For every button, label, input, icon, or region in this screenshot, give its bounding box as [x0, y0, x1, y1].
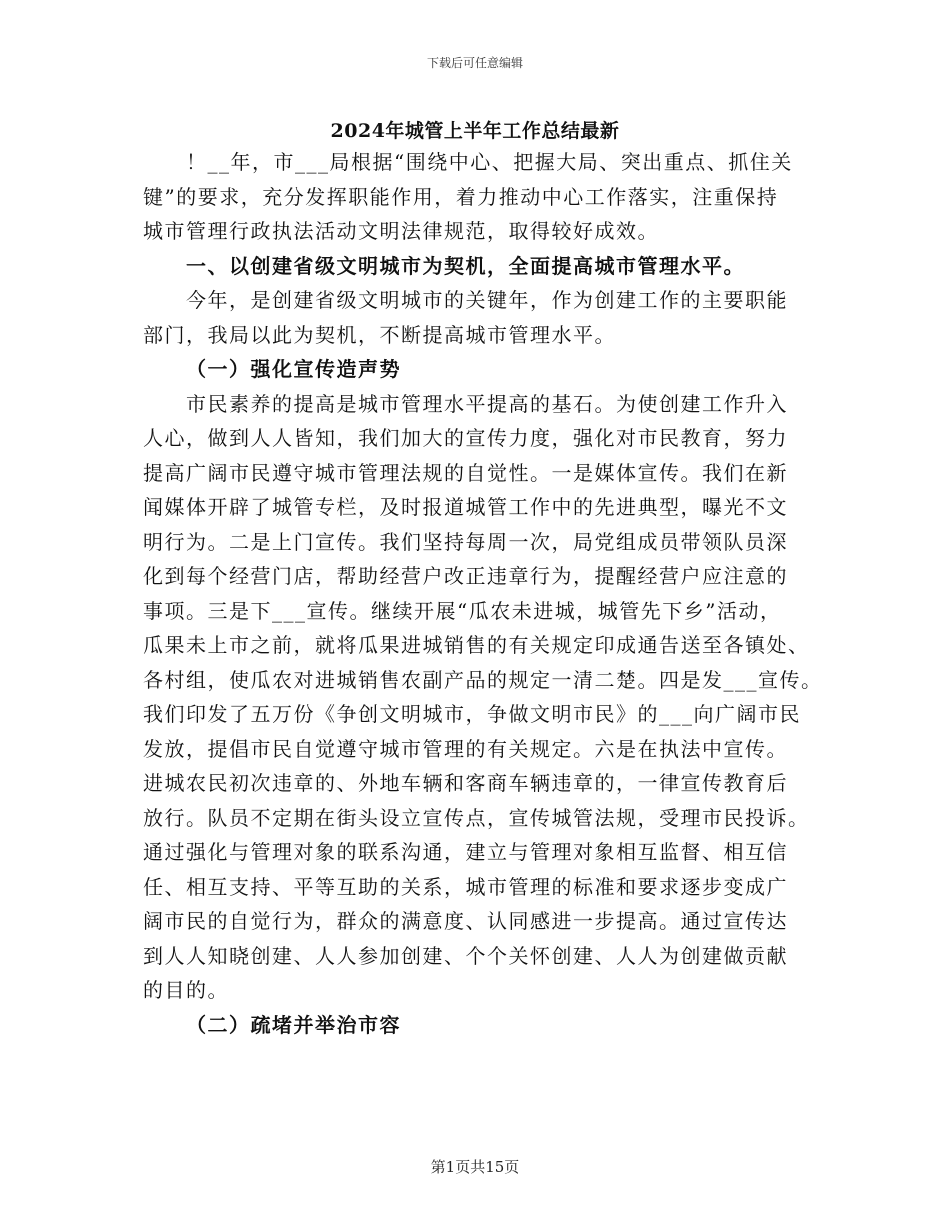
paragraph-line: 我们印发了五万份《争创文明城市，争做文明市民》的___向广阔市民 [143, 702, 801, 726]
section-heading: （一）强化宣传造声势 [186, 357, 401, 381]
paragraph-line: 进城农民初次违章的、外地车辆和客商车辆违章的，一律宣传教育后 [143, 771, 788, 795]
paragraph-line: 到人人知晓创建、人人参加创建、个个关怀创建、人人为创建做贡献 [143, 943, 788, 968]
paragraph-line: ！__年，市___局根据“围绕中心、把握大局、突出重点、抓住关 [186, 150, 793, 174]
paragraph-line: 键”的要求，充分发挥职能作用，着力推动中心工作落实，注重保持 [143, 184, 779, 209]
paragraph-line: 任、相互支持、平等互助的关系，城市管理的标准和要求逐步变成广 [143, 874, 788, 899]
paragraph-line: 放行。队员不定期在街头设立宣传点，宣传城管法规，受理市民投诉。 [143, 805, 810, 830]
paragraph-line: 城市管理行政执法活动文明法律规范，取得较好成效。 [143, 219, 659, 243]
paragraph-line: 阔市民的自觉行为，群众的满意度、认同感进一步提高。通过宣传达 [143, 909, 788, 933]
paragraph-line: 的目的。 [143, 978, 229, 1002]
paragraph-line: 闻媒体开辟了城管专栏，及时报道城管工作中的先进典型，曝光不文 [143, 495, 788, 519]
paragraph-line: 发放，提倡市民自觉遵守城市管理的有关规定。六是在执法中宣传。 [143, 736, 788, 761]
paragraph-line: 通过强化与管理对象的联系沟通，建立与管理对象相互监督、相互信 [143, 840, 788, 864]
header-note: 下载后可任意编辑 [426, 56, 523, 70]
paragraph-line: 人心，做到人人皆知，我们加大的宣传力度，强化对市民教育，努力 [143, 426, 788, 450]
section-heading: 一、以创建省级文明城市为契机，全面提高城市管理水平。 [186, 253, 745, 278]
document-title: 2024年城管上半年工作总结最新 [330, 120, 620, 142]
paragraph-line: 今年，是创建省级文明城市的关键年，作为创建工作的主要职能 [186, 288, 788, 312]
paragraph-line: 瓜果未上市之前，就将瓜果进城销售的有关规定印成通告送至各镇处、 [143, 633, 810, 657]
paragraph-line: 事项。三是下___宣传。继续开展“瓜农未进城，城管先下乡”活动， [143, 598, 782, 623]
paragraph-line: 化到每个经营门店，帮助经营户改正违章行为，提醒经营户应注意的 [143, 564, 788, 588]
document-body [143, 145, 823, 1042]
section-heading: （二）疏堵并举治市容 [186, 1012, 401, 1037]
paragraph-line: 部门，我局以此为契机，不断提高城市管理水平。 [143, 322, 616, 347]
paragraph-line: 提高广阔市民遵守城市管理法规的自觉性。一是媒体宣传。我们在新 [143, 460, 788, 485]
paragraph-line: 各村组，使瓜农对进城销售农副产品的规定一清二楚。四是发___宣传。 [143, 667, 823, 692]
paragraph-line: 市民素养的提高是城市管理水平提高的基石。为使创建工作升入 [186, 391, 788, 416]
paragraph-line: 明行为。二是上门宣传。我们坚持每周一次，局党组成员带领队员深 [143, 529, 788, 554]
page-number: 第1页共15页 [430, 1158, 520, 1176]
